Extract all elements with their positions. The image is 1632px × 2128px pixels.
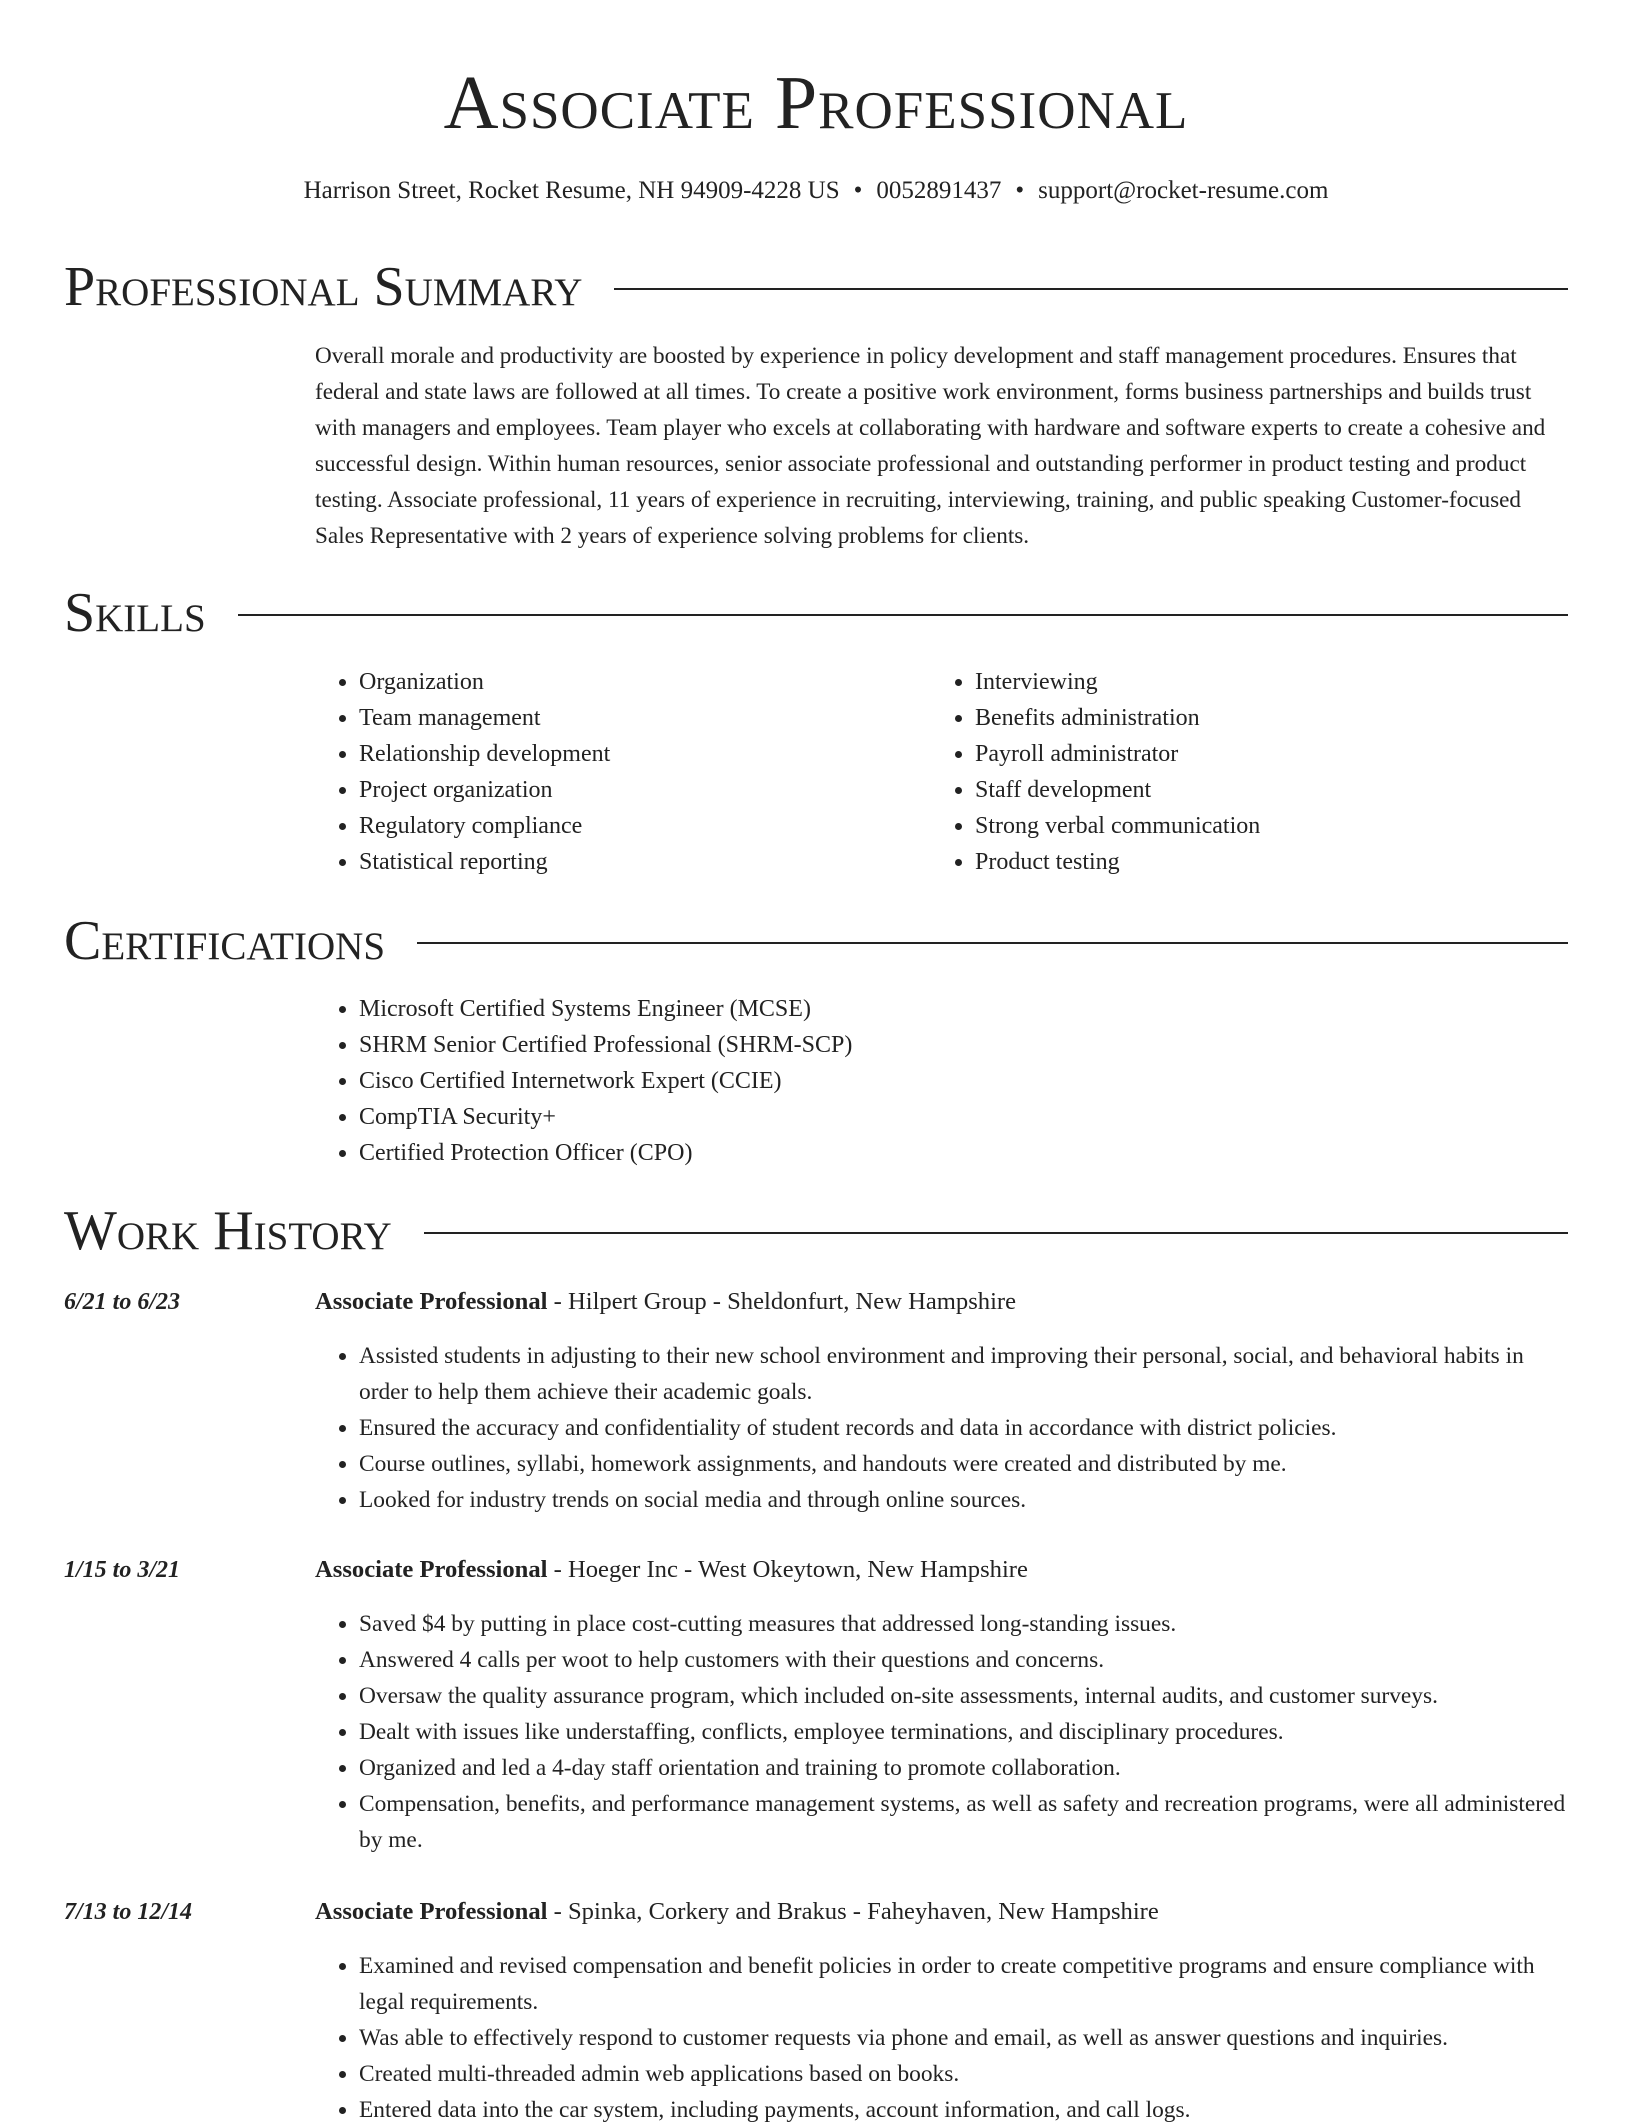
skill-item: • Benefits administration xyxy=(975,700,1531,736)
job-responsibilities xyxy=(315,1338,1570,1518)
job-role: Associate Professional xyxy=(315,1288,548,1315)
job-role: Associate Professional xyxy=(315,1898,548,1925)
section-divider xyxy=(238,614,1568,616)
section-title-skills: Skills xyxy=(64,582,206,644)
responsibility-item: • Entered data into the car system, including payments, account information, and call logs. xyxy=(359,2092,1570,2128)
skill-item: • Organization xyxy=(359,664,915,700)
responsibility-item: • Saved $4 by putting in place cost-cutting measures that addressed long-standing issues. xyxy=(359,1606,1570,1642)
skills-section-header xyxy=(64,581,1568,645)
skill-item: • Relationship development xyxy=(359,736,915,772)
skill-item: • Product testing xyxy=(975,844,1531,880)
job-dates: 6/21 to 6/23 xyxy=(64,1289,181,1315)
job-company-location: - Spinka, Corkery and Brakus - Faheyhaven, New Hampshire xyxy=(547,1898,1159,1925)
responsibility-item: • Organized and led a 4-day staff orientation and training to promote collaboration. xyxy=(359,1750,1570,1786)
job-role: Associate Professional xyxy=(315,1556,548,1583)
contact-address: Harrison Street, Rocket Resume, NH 94909-4228 US xyxy=(303,177,840,204)
certification-item: • CompTIA Security+ xyxy=(359,1099,1315,1135)
job-responsibilities xyxy=(315,1948,1570,2128)
section-title-summary: Professional Summary xyxy=(64,256,583,318)
job-dates: 1/15 to 3/21 xyxy=(64,1557,181,1583)
skill-item: • Strong verbal communication xyxy=(975,808,1531,844)
skill-item: • Payroll administrator xyxy=(975,736,1531,772)
work-history-section-header xyxy=(64,1199,1568,1263)
job-dates: 7/13 to 12/14 xyxy=(64,1899,193,1925)
contact-separator: • xyxy=(853,177,863,204)
skill-item: • Project organization xyxy=(359,772,915,808)
job-heading xyxy=(315,1552,1028,1588)
responsibility-item: • Assisted students in adjusting to their new school environment and improving their personal, social, and behavioral habits in order to help them achieve their academic goals. xyxy=(359,1338,1570,1410)
skill-item: • Statistical reporting xyxy=(359,844,915,880)
summary-section-header xyxy=(64,255,1568,319)
section-title-work-history: Work History xyxy=(64,1200,392,1262)
skill-item: • Team management xyxy=(359,700,915,736)
candidate-name: Associate Professional xyxy=(443,61,1189,145)
section-divider xyxy=(417,942,1568,944)
summary-text: Overall morale and productivity are boosted by experience in policy development and staff management procedures. Ensures that federal and state laws are followed at all times. To create a positive work environment, forms business partnerships and builds trust with managers and employees. Team player who excels at collaborating with hardware and software experts to create a cohesive and successful design. Within human resources, senior associate professional and outstanding performer in product testing and product testing. Associate professional, 11 years of experience in recruiting, interviewing, training, and public speaking Customer-focused Sales Representative with 2 years of experience solving problems for clients. xyxy=(315,343,1546,549)
responsibility-item: • Was able to effectively respond to customer requests via phone and email, as well as answer questions and inquiries. xyxy=(359,2020,1570,2056)
certifications-list xyxy=(315,991,1315,1171)
job-responsibilities xyxy=(315,1606,1570,1858)
certifications-section-header xyxy=(64,909,1568,973)
responsibility-item: • Dealt with issues like understaffing, conflicts, employee terminations, and disciplinary procedures. xyxy=(359,1714,1570,1750)
section-divider xyxy=(424,1232,1568,1234)
responsibility-item: • Created multi-threaded admin web applications based on books. xyxy=(359,2056,1570,2092)
skill-item: • Regulatory compliance xyxy=(359,808,915,844)
section-divider xyxy=(614,288,1568,290)
job-company-location: - Hoeger Inc - West Okeytown, New Hampshire xyxy=(547,1556,1028,1583)
responsibility-item: • Course outlines, syllabi, homework assignments, and handouts were created and distributed by me. xyxy=(359,1446,1570,1482)
certification-item: • Microsoft Certified Systems Engineer (MCSE) xyxy=(359,991,1315,1027)
job-heading xyxy=(315,1894,1159,1930)
contact-phone: 0052891437 xyxy=(876,177,1002,204)
certification-item: • Cisco Certified Internetwork Expert (CCIE) xyxy=(359,1063,1315,1099)
skill-item: • Interviewing xyxy=(975,664,1531,700)
job-heading xyxy=(315,1284,1016,1320)
skills-list-left xyxy=(315,664,915,880)
responsibility-item: • Answered 4 calls per woot to help customers with their questions and concerns. xyxy=(359,1642,1570,1678)
certification-item: • Certified Protection Officer (CPO) xyxy=(359,1135,1315,1171)
job-company-location: - Hilpert Group - Sheldonfurt, New Hampshire xyxy=(547,1288,1017,1315)
responsibility-item: • Examined and revised compensation and benefit policies in order to create competitive programs and ensure compliance with legal requirements. xyxy=(359,1948,1570,2020)
skills-list-right xyxy=(931,664,1531,880)
section-title-certifications: Certifications xyxy=(64,910,386,972)
responsibility-item: • Compensation, benefits, and performance management systems, as well as safety and recreation programs, were all administered by me. xyxy=(359,1786,1570,1858)
responsibility-item: • Looked for industry trends on social media and through online sources. xyxy=(359,1482,1570,1518)
certification-item: • SHRM Senior Certified Professional (SHRM-SCP) xyxy=(359,1027,1315,1063)
responsibility-item: • Ensured the accuracy and confidentiality of student records and data in accordance with district policies. xyxy=(359,1410,1570,1446)
contact-line xyxy=(0,174,1632,208)
contact-email: support@rocket-resume.com xyxy=(1038,177,1329,204)
contact-separator: • xyxy=(1015,177,1025,204)
skill-item: • Staff development xyxy=(975,772,1531,808)
responsibility-item: • Oversaw the quality assurance program, which included on-site assessments, internal audits, and customer surveys. xyxy=(359,1678,1570,1714)
